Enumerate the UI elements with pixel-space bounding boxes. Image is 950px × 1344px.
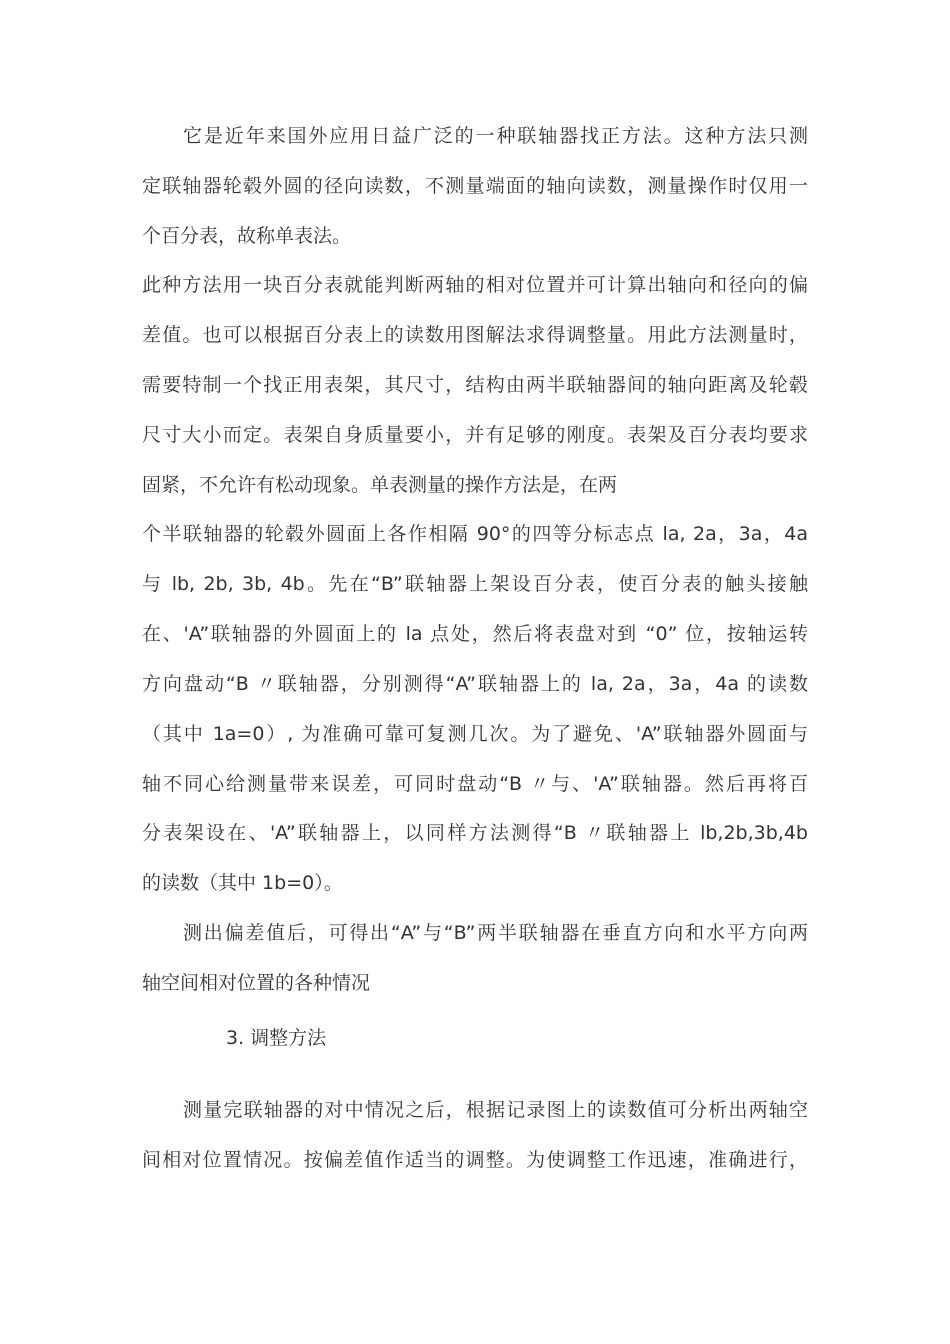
paragraph-5-line-2: 间相对位置情况。按偏差值作适当的调整。为使调整工作迅速，准确进行，: [142, 1149, 808, 1171]
paragraph-3-line-6: 轴不同心给测量带来误差，可同时盘动“B 〃与、'A”联轴器。然后再将百: [142, 773, 808, 795]
paragraph-2-line-4: 尺寸大小而定。表架自身质量要小，并有足够的刚度。表架及百分表均要求: [142, 424, 808, 446]
paragraph-1-line-2: 定联轴器轮毂外圆的径向读数，不测量端面的轴向读数，测量操作时仅用一: [142, 175, 808, 197]
paragraph-3-line-5: （其中 1a=0）, 为准确可靠可复测几次。为了避免、'A”联轴器外圆面与: [142, 723, 808, 745]
paragraph-1-line-3: 个百分表，故称单表法。: [142, 225, 352, 247]
paragraph-2-line-2: 差值。也可以根据百分表上的读数用图解法求得调整量。用此方法测量时，: [142, 324, 808, 346]
section-heading: 3. 调整方法: [226, 1027, 327, 1049]
paragraph-2-line-1: 此种方法用一块百分表就能判断两轴的相对位置并可计算出轴向和径向的偏: [142, 274, 808, 296]
paragraph-5-line-1: 测量完联轴器的对中情况之后，根据记录图上的读数值可分析出两轴空: [183, 1099, 808, 1121]
paragraph-2-line-3: 需要特制一个找正用表架，其尺寸，结构由两半联轴器间的轴向距离及轮毂: [142, 374, 808, 396]
paragraph-3-line-3: 在、'A”联轴器的外圆面上的 la 点处，然后将表盘对到 “0” 位，按轴运转: [142, 623, 808, 645]
paragraph-3-line-2: 与 lb, 2b, 3b, 4b。先在“B”联轴器上架设百分表，使百分表的触头接触: [142, 573, 808, 595]
paragraph-3-line-8: 的读数（其中 1b=0）。: [142, 872, 343, 894]
paragraph-1-line-1: 它是近年来国外应用日益广泛的一种联轴器找正方法。这种方法只测: [183, 125, 808, 147]
paragraph-3-line-7: 分表架设在、'A”联轴器上，以同样方法测得“B 〃联轴器上 lb,2b,3b,4b: [142, 822, 808, 844]
paragraph-4-line-2: 轴空间相对位置的各种情况: [142, 972, 371, 994]
paragraph-2-line-5: 固紧，不允许有松动现象。单表测量的操作方法是，在两: [142, 474, 618, 496]
paragraph-3-line-4: 方向盘动“B 〃联轴器，分别测得“A”联轴器上的 la, 2a，3a，4a 的读数: [142, 673, 808, 695]
paragraph-4-line-1: 测出偏差值后，可得出“A”与“B”两半联轴器在垂直方向和水平方向两: [183, 922, 808, 944]
paragraph-3-line-1: 个半联轴器的轮毂外圆面上各作相隔 90°的四等分标志点 la, 2a，3a，4a: [142, 523, 808, 545]
